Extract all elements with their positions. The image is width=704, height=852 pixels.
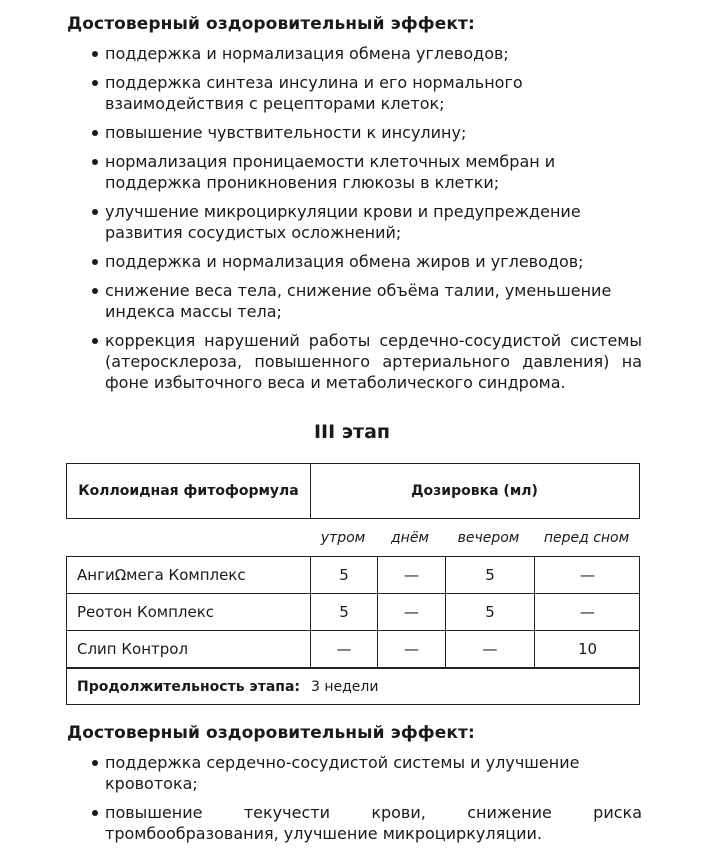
table-row [66,593,640,631]
dose-morning: — [310,631,377,667]
list-item: поддержка сердечно-сосудистой системы и улучшение кровотока; [67,752,642,794]
time-night: перед сном [543,530,630,546]
duration-value: 3 недели [311,678,379,695]
dose-day: — [377,631,445,667]
header-formula: Коллоидная фитоформула [67,464,311,518]
header-dosage: Дозировка (мл) [411,483,538,499]
table-row [66,630,640,668]
time-evening: вечером [457,530,520,546]
list-item: повышение чувствительности к инсулину; [67,122,642,143]
list-item: повышение текучести крови, снижение риска тромбообразования, улучшение микроциркуляции. [67,802,642,844]
dose-day: — [377,557,445,593]
dose-evening: 5 [445,557,534,593]
list-item: улучшение микроциркуляции крови и предупреждение развития сосудистых осложнений; [67,201,642,243]
list-item: коррекция нарушений работы сердечно-сосудистой системы (атеросклероза, повышенного артериального давления) на фоне избыточного веса и метаболического синдрома. [67,330,642,393]
table-row [66,556,640,594]
list-item: поддержка и нормализация обмена углеводов; [67,43,642,64]
dose-evening: — [445,631,534,667]
list-item: поддержка синтеза инсулина и его нормального взаимодействия с рецепторами клеток; [67,72,642,114]
dose-evening: 5 [445,594,534,630]
table-header [66,463,640,519]
dose-morning: 5 [310,557,377,593]
dose-day: — [377,594,445,630]
effects-heading: Достоверный оздоровительный эффект: [67,723,475,743]
dose-night: — [534,594,640,630]
time-day: днём [390,530,429,546]
list-item: поддержка и нормализация обмена жиров и углеводов; [67,251,642,272]
list-item: снижение веса тела, снижение объёма талии, уменьшение индекса массы тела; [67,280,642,322]
stage-title: III этап [313,421,391,443]
effects-heading: Достоверный оздоровительный эффект: [67,14,475,34]
list-item: нормализация проницаемости клеточных мембран и поддержка проникновения глюкозы в клетки; [67,151,642,193]
time-morning: утром [320,530,366,546]
duration-row [66,668,640,705]
dose-night: 10 [534,631,640,667]
effects-list [67,752,642,852]
formula-name: Слип Контрол [77,640,189,658]
effects-list [67,43,642,401]
formula-name: Реотон Комплекс [77,603,215,621]
duration-label: Продолжительность этапа: [77,678,301,695]
formula-name: АнгиΩмега Комплекс [77,566,246,584]
dose-morning: 5 [310,594,377,630]
dose-night: — [534,557,640,593]
